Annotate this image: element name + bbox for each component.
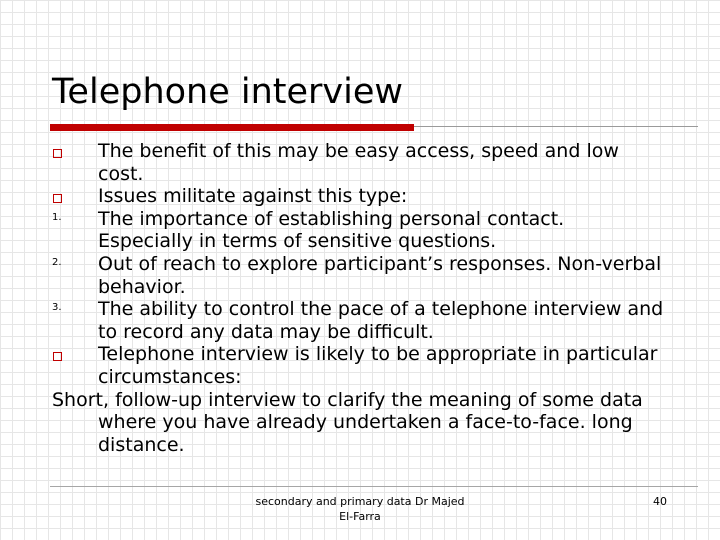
list-number: 2. (52, 256, 62, 268)
square-bullet-icon (52, 140, 92, 163)
numbered-item (52, 208, 664, 253)
numbered-text: The importance of establishing personal contact. Especially in terms of sensitive questions. (98, 207, 565, 253)
numbered-text: The ability to control the pace of a telephone interview and to record any data may be difficult. (98, 298, 664, 343)
title-accent-bar (50, 124, 414, 131)
square-bullet-icon (52, 185, 92, 208)
numbered-item (52, 253, 664, 298)
list-number: 1. (52, 211, 62, 223)
numbered-item (52, 298, 664, 343)
footer-divider (50, 486, 698, 487)
slide-title: Telephone interview (52, 72, 404, 112)
bullet-text: Telephone interview is likely to be appropriate in particular circumstances: (98, 343, 658, 388)
slide-content (52, 140, 664, 456)
bullet-text: Issues militate against this type: (98, 185, 408, 208)
square-bullet-icon (52, 343, 92, 366)
footer-text: secondary and primary data Dr Majed El-Farra (255, 495, 465, 523)
bullet-text: The benefit of this may be easy access, speed and low cost. (98, 140, 619, 185)
bullet-item (52, 185, 664, 208)
page-number: 40 (653, 495, 667, 508)
closing-paragraph: Short, follow-up interview to clarify the meaning of some data where you have already undertaken a face-to-face. long distance. (52, 388, 643, 456)
bullet-item (52, 140, 664, 185)
list-number: 3. (52, 302, 62, 314)
numbered-text: Out of reach to explore participant’s responses. Non-verbal behavior. (98, 252, 662, 298)
bullet-item (52, 343, 664, 388)
